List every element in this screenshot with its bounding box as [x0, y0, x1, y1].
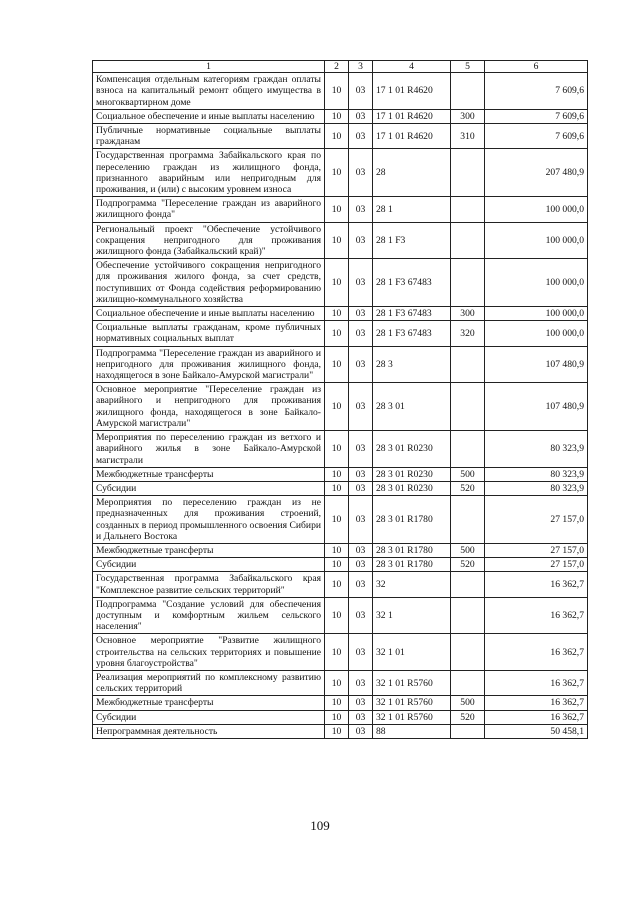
column-header: 4	[373, 61, 451, 73]
row-subsection: 03	[349, 724, 373, 738]
row-subsection: 03	[349, 346, 373, 383]
row-expense-type: 320	[451, 321, 485, 346]
row-name: Государственная программа Забайкальского края по переселению граждан из жилищного фонда, признанного аварийным или непригодным для проживания, и (или) с высоким уровнем износа	[93, 149, 325, 197]
table-row	[93, 496, 588, 544]
row-target-code: 28 3 01 R1780	[373, 558, 451, 572]
table-row	[93, 597, 588, 634]
table-row	[93, 197, 588, 222]
row-expense-type	[451, 496, 485, 544]
row-section: 10	[325, 496, 349, 544]
row-expense-type	[451, 431, 485, 468]
row-expense-type	[451, 383, 485, 431]
row-target-code: 28 1 F3 67483	[373, 307, 451, 321]
row-expense-type	[451, 634, 485, 671]
table-row	[93, 710, 588, 724]
column-header: 2	[325, 61, 349, 73]
row-target-code: 17 1 01 R4620	[373, 109, 451, 123]
table-row	[93, 543, 588, 557]
row-name: Подпрограмма "Переселение граждан из аварийного и непригодного для проживания жилищного фонда, находящегося в зоне Байкало-Амурской магистрали"	[93, 346, 325, 383]
row-name: Межбюджетные трансферты	[93, 543, 325, 557]
row-subsection: 03	[349, 124, 373, 149]
table-row	[93, 696, 588, 710]
row-name: Публичные нормативные социальные выплаты гражданам	[93, 124, 325, 149]
table-row	[93, 321, 588, 346]
row-amount: 100 000,0	[485, 307, 588, 321]
row-section: 10	[325, 670, 349, 695]
row-name: Мероприятия по переселению граждан из не предназначенных для проживания строений, созданных в период промышленного освоения Сибири и Дальнего Востока	[93, 496, 325, 544]
row-expense-type: 520	[451, 481, 485, 495]
row-section: 10	[325, 634, 349, 671]
row-subsection: 03	[349, 73, 373, 110]
row-target-code: 28 3	[373, 346, 451, 383]
column-header: 3	[349, 61, 373, 73]
row-subsection: 03	[349, 321, 373, 346]
row-name: Социальное обеспечение и иные выплаты населению	[93, 307, 325, 321]
page-number: 109	[310, 818, 330, 833]
header-row	[93, 61, 588, 73]
row-subsection: 03	[349, 696, 373, 710]
row-target-code: 17 1 01 R4620	[373, 73, 451, 110]
row-expense-type: 310	[451, 124, 485, 149]
row-section: 10	[325, 543, 349, 557]
row-subsection: 03	[349, 597, 373, 634]
row-expense-type	[451, 259, 485, 307]
row-amount: 7 609,6	[485, 73, 588, 110]
row-target-code: 28 1 F3 67483	[373, 321, 451, 346]
row-amount: 80 323,9	[485, 467, 588, 481]
row-expense-type	[451, 149, 485, 197]
row-amount: 207 480,9	[485, 149, 588, 197]
row-subsection: 03	[349, 259, 373, 307]
row-amount: 16 362,7	[485, 696, 588, 710]
row-name: Субсидии	[93, 481, 325, 495]
row-subsection: 03	[349, 572, 373, 597]
row-target-code: 17 1 01 R4620	[373, 124, 451, 149]
row-section: 10	[325, 73, 349, 110]
row-expense-type: 520	[451, 710, 485, 724]
row-name: Обеспечение устойчивого сокращения непригодного для проживания жилого фонда, за счет средств, поступивших от Фонда содействия реформированию жилищно-коммунального хозяйства	[93, 259, 325, 307]
row-amount: 7 609,6	[485, 109, 588, 123]
table-row	[93, 481, 588, 495]
row-amount: 100 000,0	[485, 259, 588, 307]
table-row	[93, 572, 588, 597]
row-section: 10	[325, 710, 349, 724]
row-target-code: 28 3 01 R0230	[373, 431, 451, 468]
table-row	[93, 222, 588, 259]
row-amount: 7 609,6	[485, 124, 588, 149]
row-name: Непрограммная деятельность	[93, 724, 325, 738]
column-header: 1	[93, 61, 325, 73]
row-subsection: 03	[349, 109, 373, 123]
row-section: 10	[325, 222, 349, 259]
row-subsection: 03	[349, 467, 373, 481]
row-amount: 50 458,1	[485, 724, 588, 738]
table-row	[93, 670, 588, 695]
row-section: 10	[325, 572, 349, 597]
row-subsection: 03	[349, 481, 373, 495]
row-section: 10	[325, 724, 349, 738]
row-target-code: 32 1 01	[373, 634, 451, 671]
table-row	[93, 724, 588, 738]
row-target-code: 28	[373, 149, 451, 197]
row-expense-type	[451, 670, 485, 695]
table-row	[93, 109, 588, 123]
row-amount: 80 323,9	[485, 481, 588, 495]
row-name: Реализация мероприятий по комплексному развитию сельских территорий	[93, 670, 325, 695]
row-section: 10	[325, 307, 349, 321]
row-amount: 100 000,0	[485, 321, 588, 346]
row-name: Основное мероприятие "Переселение граждан из аварийного и непригодного для проживания жилищного фонда, находящегося в зоне Байкало-Амурской магистрали"	[93, 383, 325, 431]
row-target-code: 28 3 01 R0230	[373, 467, 451, 481]
table-row	[93, 634, 588, 671]
row-section: 10	[325, 696, 349, 710]
row-amount: 27 157,0	[485, 496, 588, 544]
column-header: 6	[485, 61, 588, 73]
row-target-code: 32 1 01 R5760	[373, 696, 451, 710]
row-subsection: 03	[349, 558, 373, 572]
table-row	[93, 346, 588, 383]
row-target-code: 32 1 01 R5760	[373, 710, 451, 724]
row-expense-type	[451, 73, 485, 110]
row-amount: 80 323,9	[485, 431, 588, 468]
table-row	[93, 73, 588, 110]
row-amount: 16 362,7	[485, 670, 588, 695]
row-name: Межбюджетные трансферты	[93, 696, 325, 710]
row-subsection: 03	[349, 710, 373, 724]
row-name: Мероприятия по переселению граждан из ветхого и аварийного жилья в зоне Байкало-Амурской магистрали	[93, 431, 325, 468]
column-header: 5	[451, 61, 485, 73]
row-subsection: 03	[349, 543, 373, 557]
row-expense-type	[451, 197, 485, 222]
row-section: 10	[325, 597, 349, 634]
row-amount: 107 480,9	[485, 346, 588, 383]
row-target-code: 88	[373, 724, 451, 738]
row-target-code: 28 3 01	[373, 383, 451, 431]
row-subsection: 03	[349, 670, 373, 695]
table-row	[93, 149, 588, 197]
row-subsection: 03	[349, 634, 373, 671]
row-amount: 16 362,7	[485, 597, 588, 634]
row-section: 10	[325, 467, 349, 481]
row-expense-type: 500	[451, 467, 485, 481]
row-name: Государственная программа Забайкальского края "Комплексное развитие сельских территорий"	[93, 572, 325, 597]
row-target-code: 28 1	[373, 197, 451, 222]
row-subsection: 03	[349, 383, 373, 431]
row-expense-type: 520	[451, 558, 485, 572]
row-name: Субсидии	[93, 710, 325, 724]
table-row	[93, 124, 588, 149]
table-row	[93, 383, 588, 431]
row-section: 10	[325, 346, 349, 383]
row-expense-type	[451, 724, 485, 738]
row-subsection: 03	[349, 431, 373, 468]
row-subsection: 03	[349, 149, 373, 197]
row-section: 10	[325, 149, 349, 197]
row-section: 10	[325, 321, 349, 346]
table-row	[93, 558, 588, 572]
row-amount: 16 362,7	[485, 710, 588, 724]
row-target-code: 32	[373, 572, 451, 597]
row-amount: 100 000,0	[485, 197, 588, 222]
row-subsection: 03	[349, 307, 373, 321]
row-expense-type: 300	[451, 109, 485, 123]
row-expense-type	[451, 222, 485, 259]
row-name: Социальные выплаты гражданам, кроме публичных нормативных социальных выплат	[93, 321, 325, 346]
row-amount: 27 157,0	[485, 543, 588, 557]
row-section: 10	[325, 558, 349, 572]
row-amount: 16 362,7	[485, 572, 588, 597]
row-amount: 107 480,9	[485, 383, 588, 431]
row-section: 10	[325, 481, 349, 495]
row-name: Социальное обеспечение и иные выплаты населению	[93, 109, 325, 123]
row-target-code: 28 3 01 R1780	[373, 496, 451, 544]
table-row	[93, 431, 588, 468]
row-name: Межбюджетные трансферты	[93, 467, 325, 481]
row-amount: 27 157,0	[485, 558, 588, 572]
budget-table	[92, 60, 588, 739]
row-expense-type: 300	[451, 307, 485, 321]
row-name: Субсидии	[93, 558, 325, 572]
row-target-code: 32 1 01 R5760	[373, 670, 451, 695]
row-section: 10	[325, 431, 349, 468]
row-expense-type	[451, 572, 485, 597]
row-expense-type: 500	[451, 543, 485, 557]
table-row	[93, 259, 588, 307]
row-section: 10	[325, 197, 349, 222]
row-section: 10	[325, 124, 349, 149]
row-name: Подпрограмма "Переселение граждан из аварийного жилищного фонда"	[93, 197, 325, 222]
row-amount: 100 000,0	[485, 222, 588, 259]
row-name: Компенсация отдельным категориям граждан оплаты взноса на капитальный ремонт общего имущества в многоквартирном доме	[93, 73, 325, 110]
row-name: Основное мероприятие "Развитие жилищного строительства на сельских территориях и повышение уровня благоустройства"	[93, 634, 325, 671]
row-section: 10	[325, 259, 349, 307]
table-row	[93, 467, 588, 481]
row-name: Подпрограмма "Создание условий для обеспечения доступным и комфортным жильем сельского населения"	[93, 597, 325, 634]
table-row	[93, 307, 588, 321]
row-expense-type: 500	[451, 696, 485, 710]
row-name: Региональный проект "Обеспечение устойчивого сокращения непригодного для проживания жилищного фонда (Забайкальский край)"	[93, 222, 325, 259]
row-target-code: 28 1 F3	[373, 222, 451, 259]
row-expense-type	[451, 597, 485, 634]
row-target-code: 32 1	[373, 597, 451, 634]
row-expense-type	[451, 346, 485, 383]
row-section: 10	[325, 383, 349, 431]
row-target-code: 28 1 F3 67483	[373, 259, 451, 307]
row-amount: 16 362,7	[485, 634, 588, 671]
row-subsection: 03	[349, 496, 373, 544]
row-subsection: 03	[349, 222, 373, 259]
row-target-code: 28 3 01 R1780	[373, 543, 451, 557]
row-section: 10	[325, 109, 349, 123]
row-subsection: 03	[349, 197, 373, 222]
row-target-code: 28 3 01 R0230	[373, 481, 451, 495]
